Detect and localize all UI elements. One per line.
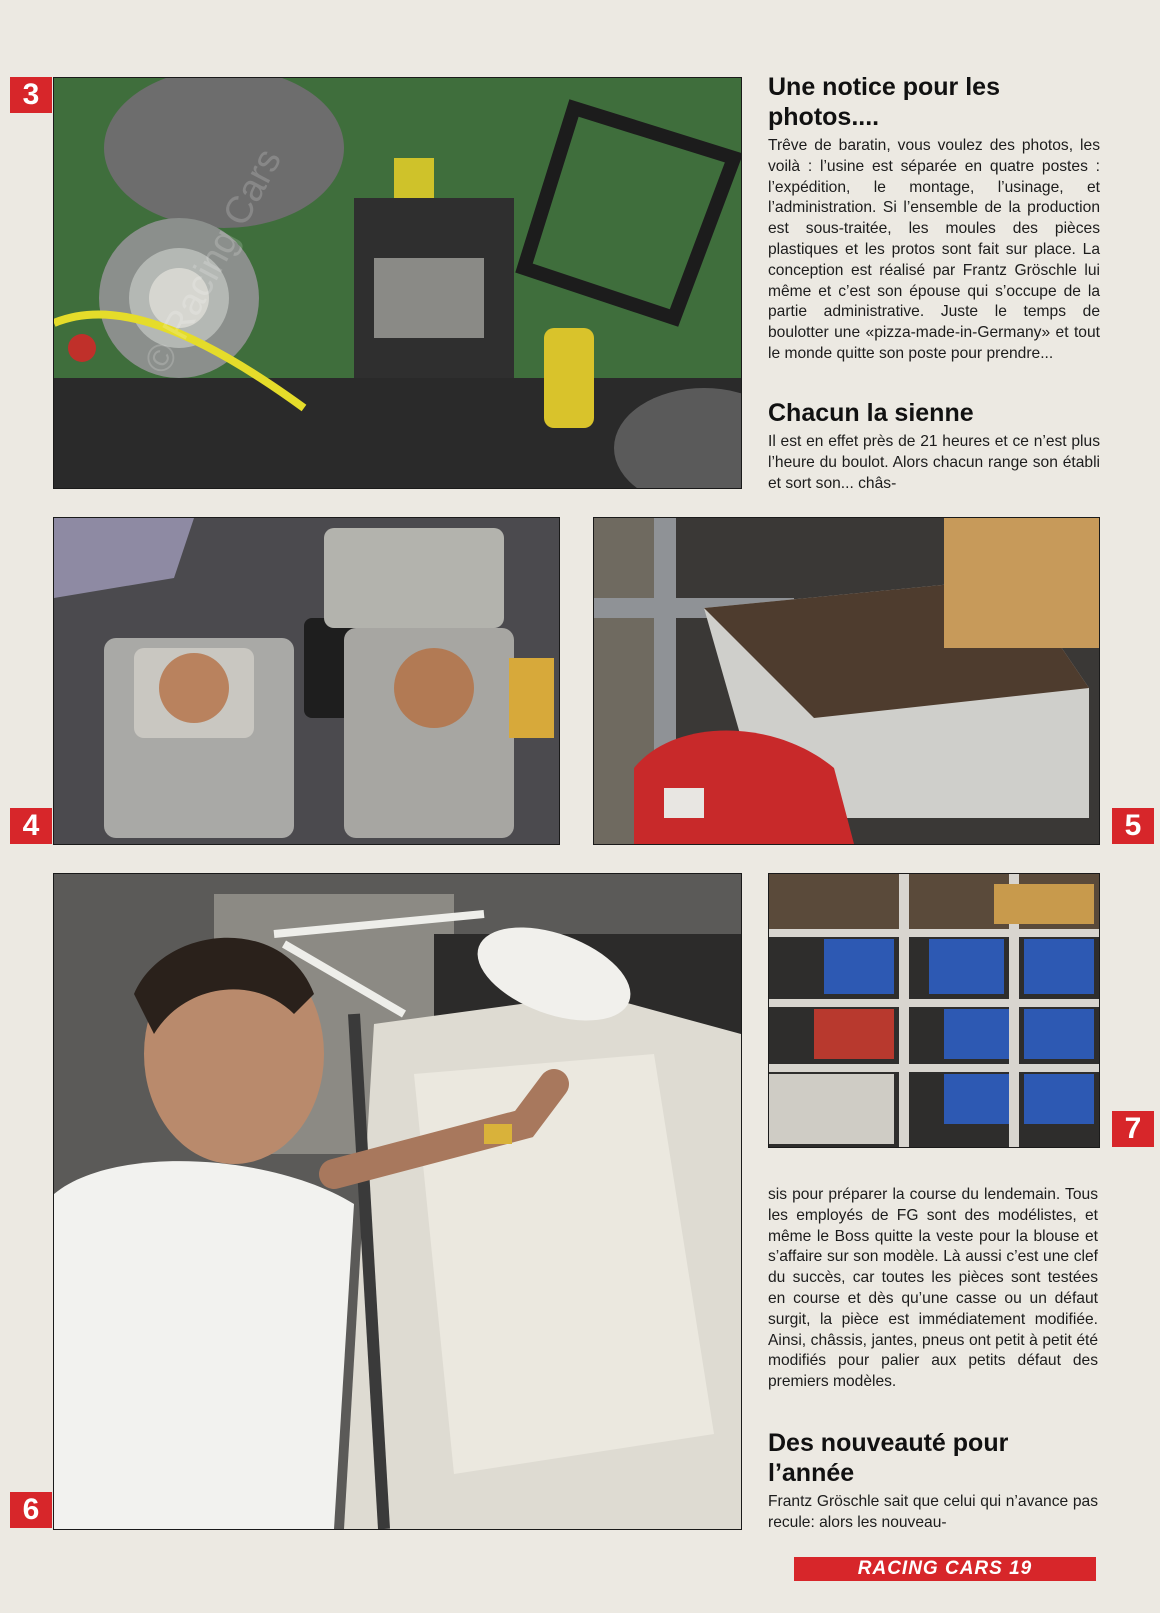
photo-chassis-engine	[53, 77, 742, 489]
photo-parts-shelves	[768, 873, 1100, 1148]
section-notice	[768, 72, 1100, 365]
photo-number-6: 6	[10, 1492, 52, 1528]
heading-nouveaute: Des nouveauté pour l’année	[768, 1429, 1009, 1487]
section-nouveaute	[768, 1428, 1098, 1534]
photo-designer-drawing-board	[53, 873, 742, 1530]
photo-number-7: 7	[1112, 1111, 1154, 1147]
footer-magazine-page: RACING CARS 19	[794, 1557, 1096, 1581]
heading-chacun: Chacun la sienne	[768, 399, 974, 427]
photo-number-3: 3	[10, 77, 52, 113]
photo-engines	[53, 517, 560, 845]
heading-notice: Une notice pour les photos....	[768, 73, 1000, 131]
photo-number-4: 4	[10, 808, 52, 844]
section-continuation	[768, 1185, 1098, 1393]
section-chacun	[768, 398, 1100, 494]
paragraph-chacun: Il est en effet près de 21 heures et ce n’est plus l’heure du boulot. Alors chacun range son établi et sort son... châs-	[768, 433, 1100, 492]
photo-chassis-plates	[593, 517, 1100, 845]
photo-number-5: 5	[1112, 808, 1154, 844]
paragraph-notice: Trêve de baratin, vous voulez des photos, les voilà : l’usine est séparée en quatre postes : l’expédition, le montage, l’usinage, et l’administration. Si l’ensemble de la production est sous-traitée, les moules des pièces plastiques et les protos sont fait sur place. La conception est réalisé par Frantz Gröschle lui même et c’est son épouse qui s’occupe de la partie administrative. Juste le temps de boulotter une «pizza-made-in-Germany» et tout le monde quitte son poste pour prendre...	[768, 137, 1100, 362]
paragraph-nouveaute: Frantz Gröschle sait que celui qui n’avance pas recule: alors les nouveau-	[768, 1493, 1098, 1531]
paragraph-continuation: sis pour préparer la course du lendemain. Tous les employés de FG sont des modélistes, et même le Boss quitte la veste pour la blouse et s’affaire sur son modèle. Là aussi c’est une clef du succès, car toutes les pièces sont testées en course et dès qu’une casse ou un défaut surgit, la pièce est immédiatement modifiée. Ainsi, châssis, jantes, pneus ont petit à petit été modifiés pour palier aux petits défaut des premiers modèles.	[768, 1186, 1098, 1391]
